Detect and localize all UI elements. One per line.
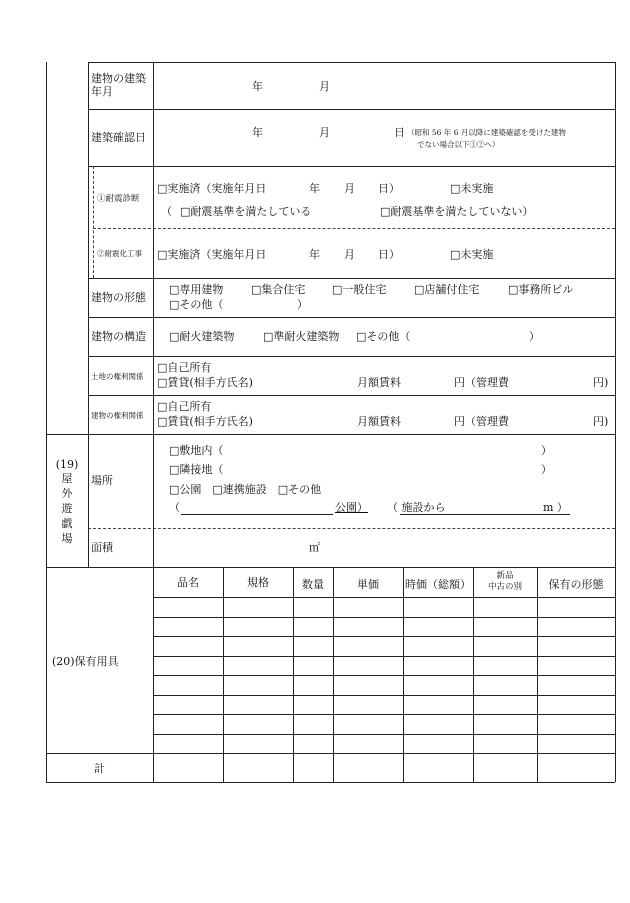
outdoor-park-underline [181,514,333,515]
outdoor-section-char: 屋 [61,472,73,485]
retrofit-done-checkbox[interactable]: □実施済（実施年月日 [157,248,267,261]
equipment-header-spec: 規格 [247,576,269,589]
outdoor-onsite-close: ） [541,444,552,457]
form-label: 建物の形態 [91,291,146,304]
structure-other-checkbox[interactable]: □その他（ [356,330,411,343]
diagnosis-notdone-checkbox[interactable]: □未実施 [450,182,494,195]
rule [46,434,615,435]
diagnosis-paren: （ [161,205,172,218]
land-lease-checkbox[interactable]: □賃貸(相手方氏名) [157,376,253,389]
diagnosis-year: 年 [309,182,320,195]
structure-other-close: ） [529,330,540,343]
bldg-mgmt-label: 円（管理費 [454,415,509,428]
outdoor-section-char: 遊 [61,502,73,515]
form-option-apartment[interactable]: □集合住宅 [251,283,306,296]
confirm-date-year: 年 [252,126,263,139]
outdoor-park-options[interactable]: □公園 □連携施設 □その他 [169,483,322,496]
build-date-month: 月 [319,80,330,93]
confirm-date-label: 建築確認日 [91,131,146,144]
outdoor-adjacent-checkbox[interactable]: □隣接地（ [169,463,224,476]
land-yen-close: 円) [593,376,609,389]
outdoor-park-paren: （ [169,501,180,514]
confirm-date-note: （昭和 56 年 6 月以降に建築確認を受けた建物 [407,128,566,137]
confirm-date-day: 日 [394,126,405,139]
rule-dashed [93,228,615,229]
land-own-checkbox[interactable]: □自己所有 [157,361,212,374]
bldg-lease-checkbox[interactable]: □賃貸(相手方氏名) [157,415,253,428]
rule [46,567,615,568]
build-date-label: 建物の建築 年月 [91,72,146,98]
rule [88,62,615,63]
equipment-section-label: (20)保有用具 [52,655,119,668]
structure-label: 建物の構造 [91,330,146,343]
equipment-header-condition: 新品 中古の別 [487,571,522,592]
outdoor-place-label: 場所 [91,474,113,487]
outdoor-area-label: 面積 [91,541,113,554]
bldg-rent-label: 月額賃料 [357,415,401,428]
equipment-header-qty: 数量 [302,578,324,591]
form-option-dedicated[interactable]: □専用建物 [169,283,224,296]
rule-v [88,62,89,567]
rule-dashed [88,528,615,529]
diagnosis-ng-checkbox[interactable]: □耐震基準を満たしていない） [380,205,534,218]
outdoor-onsite-checkbox[interactable]: □敷地内（ [169,444,224,457]
rule-v [46,62,47,782]
diagnosis-day: 日） [378,182,400,195]
equipment-header-name: 品名 [177,576,199,589]
rule-v [333,567,334,782]
outdoor-adjacent-close: ） [541,463,552,476]
equipment-header-value: 時価（総額） [405,578,471,591]
retrofit-notdone-checkbox[interactable]: □未実施 [450,248,494,261]
confirm-date-note2: でない場合以下①②へ） [417,140,500,149]
rule-v [403,567,404,782]
bldg-yen-close: 円) [593,415,609,428]
retrofit-day: 日） [378,248,400,261]
outdoor-from-label: （ 施設から [387,501,446,514]
rule [88,356,615,357]
structure-semi-fireproof-checkbox[interactable]: □準耐火建築物 [263,330,340,343]
form-other-close: ） [297,298,308,311]
rule [88,166,615,167]
retrofit-month: 月 [344,248,355,261]
bldg-own-checkbox[interactable]: □自己所有 [157,400,212,413]
form-option-shop-house[interactable]: □店舗付住宅 [414,283,480,296]
outdoor-distance-underline [400,514,570,515]
diagnosis-ok-checkbox[interactable]: □耐震基準を満たしている [180,205,312,218]
equipment-header-ownership: 保有の形態 [548,578,604,591]
outdoor-section-char: 外 [61,487,73,500]
rule [88,109,615,110]
bldg-rights-label: 建物の権利関係 [91,411,144,420]
confirm-date-month: 月 [319,126,330,139]
rule-v [615,62,616,782]
retrofit-label: ②耐震化工事 [97,249,142,258]
form-option-other[interactable]: □その他（ [169,298,224,311]
rule-v [293,567,294,782]
form-option-office[interactable]: □事務所ビル [508,283,574,296]
outdoor-distance-unit: m ） [543,501,568,514]
rule [88,317,615,318]
rule [88,278,615,279]
rule-v [153,62,154,782]
equipment-total-label: 計 [94,762,105,775]
land-rights-label: 土地の権利関係 [91,372,144,381]
rule [46,782,615,783]
outdoor-section-char: 場 [61,532,73,545]
outdoor-section-char: 戯 [61,517,73,530]
land-mgmt-label: 円（管理費 [454,376,509,389]
outdoor-section-num: (19) [55,458,79,471]
rule [88,395,615,396]
rule [46,753,615,754]
form-option-house[interactable]: □一般住宅 [332,283,387,296]
rule-v [537,567,538,782]
land-rent-label: 月額賃料 [357,376,401,389]
equipment-header-unit-price: 単価 [357,578,379,591]
outdoor-park-label: 公園） [335,501,368,514]
diagnosis-month: 月 [344,182,355,195]
outdoor-area-unit: ㎡ [309,541,320,554]
diagnosis-label: ①耐震診断 [97,194,140,204]
rule-v-dashed [93,166,94,278]
retrofit-year: 年 [309,248,320,261]
structure-fireproof-checkbox[interactable]: □耐火建築物 [169,330,235,343]
diagnosis-done-checkbox[interactable]: □実施済（実施年月日 [157,182,267,195]
rule-v [473,567,474,782]
build-date-year: 年 [252,80,263,93]
rule-v [223,567,224,782]
